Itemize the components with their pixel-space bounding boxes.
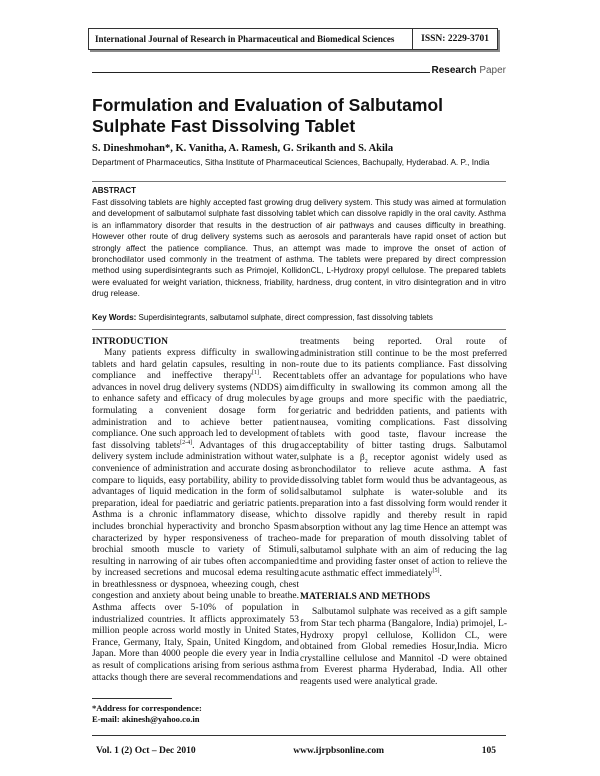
correspondence-footnote [92, 703, 202, 725]
page-footer [96, 746, 496, 756]
footnote-email: E-mail: akinesh@yahoo.co.in [92, 714, 200, 724]
intro-text-1c: . Advantages of this drug delivery system include administration without water, convenience of administration and accurate dosing as compare to liquids, easy portability, ability to provide advantages of liquid medication in the form of solid preparation, ideal for paediatric and geriatric patients. Asthma is a chronic inflammatory disease, which includes bronchial hyperactivity and broncho Spasm characterized by hyper responsiveness of tracheo-brochial smooth muscle to variety of Stimuli, resulting in narrowing of air tubes often accompanied by increased secretions and mucosal edema resulting in breathlessness or dyspnoea, wheezing cough, chest congestion and anxiety about being unable to breathe. Asthma affects over 5-10% of population in industrialized countries. It afflicts approximately 53 million people across world mostly in United States, France, Germany, Italy, Spain, United Kingdom, and Japan. More than 4000 people die every year in India as result of complications arising from serious asthma attacks though there are several recommendations and [92, 440, 299, 683]
abstract-text: Fast dissolving tablets are highly accepted fast growing drug delivery system. This study was aimed at formulation and development of salbutamol sulphate fast dissolving tablet which can dissolve rapidly in the oral cavity. Asthma is an inflammatory disorder that results in the destruction of air pathways and causes difficulty in breathing. However other route of drug delivery systems such as aerosols and paranterals have rapid onset of action but strongly affect the patience compliance. Thus, an attempt was made to improve the onset of action of bronchodilator used commonly in the treatment of asthma. The tablets were prepared by direct compression method using superdisintegrants such as Primojel, KollidonCL, L-Hydroxy propyl cellulose. The prepared tablets were evaluated for weight variation, thickness, friability, hardness, drug content, in vitro disintegration and in vitro drug release. [92, 198, 506, 299]
footer-volume: Vol. 1 (2) Oct – Dec 2010 [96, 746, 196, 756]
journal-issn: ISSN: 2229-3701 [412, 29, 497, 49]
introduction-heading: INTRODUCTION [92, 337, 169, 347]
methods-heading: MATERIALS AND METHODS [300, 592, 431, 603]
citation-3: [5] [432, 567, 440, 574]
keywords-text: Superdisintegrants, salbutamol sulphate, direct compression, fast dissolving tablets [138, 313, 433, 322]
article-type-bold: Research [431, 65, 477, 76]
section-gap [300, 580, 507, 592]
beta-subscript: 2 [364, 458, 368, 465]
column-left [92, 337, 299, 684]
column-right [300, 337, 507, 689]
footnote-address: *Address for correspondence: [92, 703, 202, 713]
author-affiliation: Department of Pharmaceutics, Sitha Institute of Pharmaceutical Sciences, Bachupally, Hyderabad. A. P., India [92, 158, 490, 167]
paper-title: Formulation and Evaluation of Salbutamol Sulphate Fast Dissolving Tablet [92, 95, 443, 136]
intro-text-2a: treatments being reported. Oral route of administration still continue to be the most preferred route due to its patients compliance. Fast dissolving tablets offer an advantage for populations who have difficulty in swallowing its common among all the age groups and more specific with the paediatric, geriatric and bedridden patients, and patients with nausea, vomiting complications. Fast dissolving tablets with good taste, flavour increase the acceptability of bitter tasting drugs. Salbutamol sulphate is a β [300, 337, 507, 463]
keywords-label: Key Words: [92, 313, 137, 322]
intro-text-2b: receptor agonist widely used as bronchodilator to relieve acute asthma. A fast dissolving tablet form would thus be advantageous, as salbutamol sulphate is water-soluble and its preparation into a fast dissolving form would render it to dissolve rapidly and thereby result in rapid absorption without any lag time Hence an attempt was made for preparation of mouth dissolving tablet of salbutamol sulphate with an aim of reducing the lag time and providing faster onset of action to relieve the acute asthmatic effect immediately [300, 452, 507, 579]
introduction-paragraph-2 [300, 337, 507, 580]
divider-keywords [92, 329, 506, 330]
article-type-row [92, 65, 506, 76]
article-type-rule [92, 72, 430, 73]
citation-1: [1] [252, 370, 260, 377]
footer-page-number: 105 [481, 746, 496, 756]
footer-website[interactable]: www.ijrpbsonline.com [293, 746, 385, 756]
abstract-heading: ABSTRACT [92, 186, 136, 195]
keywords [92, 313, 506, 322]
article-type-label [432, 65, 507, 76]
article-type-light: Paper [479, 65, 506, 76]
intro-text-1b: . Recent advances in novel drug delivery systems (NDDS) aim to enhance safety and efficacy of drug molecules by formulating a convenient dosage form for administration and to achieve better patient compliance. One such approach led to development of fast dissolving tablets [92, 371, 299, 451]
footnote-rule [92, 698, 172, 699]
footer-rule [92, 735, 506, 736]
intro-text-2c: . [439, 568, 442, 579]
journal-name: International Journal of Research in Pharmaceutical and Biomedical Sciences [95, 34, 395, 44]
citation-2: [2-4] [180, 439, 193, 446]
journal-header-box [88, 28, 498, 50]
intro-text-1a: Many patients express difficulty in swallowing tablets and hard gelatin capsules, resulting in non-compliance and ineffective therapy [92, 348, 299, 382]
divider-top [92, 181, 506, 182]
introduction-paragraph-1 [92, 348, 299, 684]
methods-paragraph-1: Salbutamol sulphate was received as a gift sample from Star tech pharma (Bangalore, India) primojel, L-Hydroxy propyl cellulose, Kollidon CL, were obtained from Global remedies Hosur,India. Micro crystalline cellulose and Mannitol -D were obtained from Everest pharma Hyderabad, India. All other reagents used were analytical grade. [300, 607, 507, 688]
author-list: S. Dineshmohan*, K. Vanitha, A. Ramesh, G. Srikanth and S. Akila [92, 143, 394, 154]
